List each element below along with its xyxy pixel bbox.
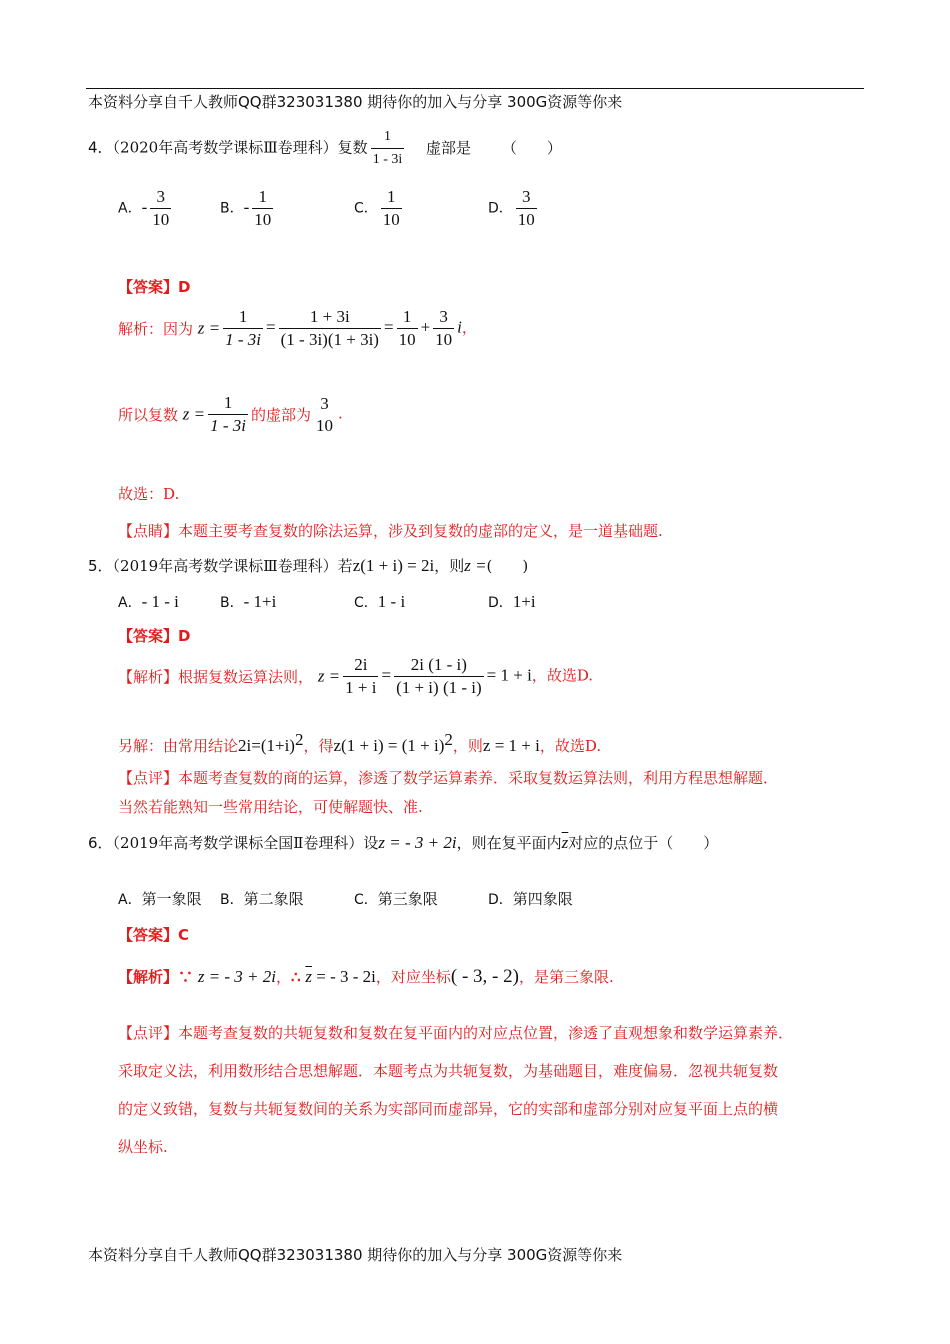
q6-stem: 6．（2019年高考数学课标全国Ⅱ卷理科）设z = - 3 + 2i，则在复平面内$\overline{z}$对应的点位于（ ） [88,833,719,852]
q5-option-b: B．- 1+i [220,592,277,611]
q6-answer: 【答案】C [118,926,190,944]
q4-number: 4． [88,138,113,157]
q4-stem [88,128,562,169]
q4-option-c: C． $\frac{1}{10}$ [354,187,400,229]
q5-answer: 【答案】D [118,627,191,645]
q6-option-d: D．第四象限 [488,890,573,908]
q4-option-a: A．- $\frac{3}{10}$ [118,187,170,229]
page-header: 本资料分享自千人教师QQ群323031380 期待你的加入与分享 300G资源等你来 [88,93,623,111]
q4-option-d: D． $\frac{3}{10}$ [488,187,535,229]
q6-option-a: A．第一象限 [118,890,202,908]
q4-paren: （ ） [501,138,562,157]
q4-conclusion: 所以复数 z = $\frac{1}{1 - 3i}$ 的虚部为 3 10 . [118,393,343,435]
q4-fraction: $\frac{1}{1 - 3i}$ [372,129,403,167]
q5-solution: 【解析】根据复数运算法则， z = $\frac{2i}{1 + i}$ = $\frac{2i (1 - i)}{(1 + i) (1 - i)}$ = 1 + i，故选D. [118,655,594,697]
q6-comment-line3: 的定义致错，复数与共轭复数间的关系为实部同而虚部异，它的实部和虚部分别对应复平面上点的横 [118,1100,779,1118]
header-rule [86,88,864,89]
q5-stem: 5．（2019年高考数学课标Ⅲ卷理科）若z(1 + i) = 2i，则z =( ) [88,556,529,575]
q5-option-d: D．1+i [488,592,536,611]
q4-source: （2020年高考数学课标Ⅲ卷理科）复数 [112,138,368,157]
q6-solution: 【解析】∵ z = - 3 + 2i，∴ $\overline{z}$ = - 3 - 2i，对应坐标( - 3, - 2)，是第三象限. [118,966,614,987]
q5-comment-line1: 【点评】本题考查复数的商的运算，渗透了数学运算素养．采取复数运算法则，利用方程思想解题． [118,769,779,787]
q5-option-c: C．1 - i [354,592,406,611]
q4-answer: 【答案】D [118,278,191,296]
q4-choose: 故选：D. [118,485,180,503]
page-footer: 本资料分享自千人教师QQ群323031380 期待你的加入与分享 300G资源等你来 [88,1246,623,1264]
q6-comment-line1: 【点评】本题考查复数的共轭复数和复数在复平面内的对应点位置，渗透了直观想象和数学运算素养． [118,1024,794,1042]
q5-option-a: A．- 1 - i [118,592,179,611]
q6-comment-line2: 采取定义法，利用数形结合思想解题．本题考点为共轭复数，为基础题目，难度偏易．忽视共轭复数 [118,1062,779,1080]
q4-tail: 虚部是 [426,138,472,157]
q6-comment-line4: 纵坐标. [118,1138,168,1156]
q4-option-b: B．- $\frac{1}{10}$ [220,187,272,229]
q4-solution: 解析：因为 z = $\frac{1}{1 - 3i}$ = $\frac{1 + 3i}{(1 - 3i)(1 + 3i)}$ = $\frac{1}{10}$ + $\frac{3}{10}$ i， [118,307,477,349]
q6-option-c: C．第三象限 [354,890,438,908]
q5-alt-solution: 另解：由常用结论$2i=(1+i)^2$，得$z(1 + i) = (1 + i)^2$，则z = 1 + i，故选D. [118,730,602,755]
q4-comment: 【点睛】本题主要考查复数的除法运算，涉及到复数的虚部的定义，是一道基础题. [118,522,663,540]
q6-option-b: B．第二象限 [220,890,304,908]
q5-comment-line2: 当然若能熟知一些常用结论，可使解题快、准. [118,798,423,816]
